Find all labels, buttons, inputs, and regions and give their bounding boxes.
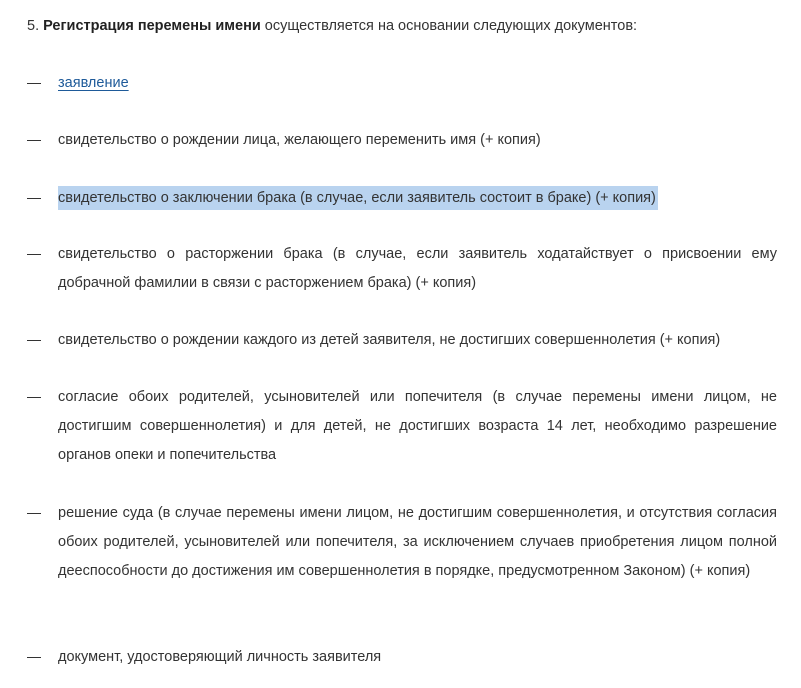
list-item xyxy=(27,126,787,155)
list-item xyxy=(27,499,787,586)
list-item-text: свидетельство о рождении лица, желающего переменить имя (+ копия) xyxy=(58,132,541,148)
list-item xyxy=(27,383,787,470)
application-link[interactable]: заявление xyxy=(58,75,129,91)
intro-number: 5. xyxy=(27,18,40,34)
list-item-text: документ, удостоверяющий личность заявителя xyxy=(58,649,382,665)
list-item-text: согласие обоих родителей, усыновителей или попечителя (в случае перемены имени лицом, не достигшим совершеннолетия) и для детей, не достигших возраста 14 лет, необходимо разрешение органов опеки и попечительства xyxy=(58,389,777,463)
intro-bold-title: Регистрация перемены имени xyxy=(43,18,261,34)
list-item-highlighted xyxy=(27,184,787,213)
list-item xyxy=(27,643,787,672)
list-item-text: решение суда (в случае перемены имени лицом, не достигшим совершеннолетия, и отсутствия согласия обоих родителей, усыновителей или попечителя, за исключением случаев приобретения лицом полной дееспособности до достижения им совершеннолетия в порядке, предусмотренном Законом) (+ копия) xyxy=(58,505,777,579)
list-item-text: свидетельство о расторжении брака (в случае, если заявитель ходатайствует о присвоении ему добрачной фамилии в связи с расторжением брака) (+ копия) xyxy=(58,246,777,291)
list-item-application xyxy=(27,69,787,98)
list-item xyxy=(27,240,787,298)
intro-paragraph xyxy=(27,15,787,37)
intro-rest: осуществляется на основании следующих документов: xyxy=(264,18,638,34)
list-item-text: свидетельство о рождении каждого из детей заявителя, не достигших совершеннолетия (+ копия) xyxy=(58,332,721,348)
list-item xyxy=(27,326,787,355)
selected-text: свидетельство о заключении брака (в случае, если заявитель состоит в браке) (+ копия) xyxy=(58,186,658,210)
